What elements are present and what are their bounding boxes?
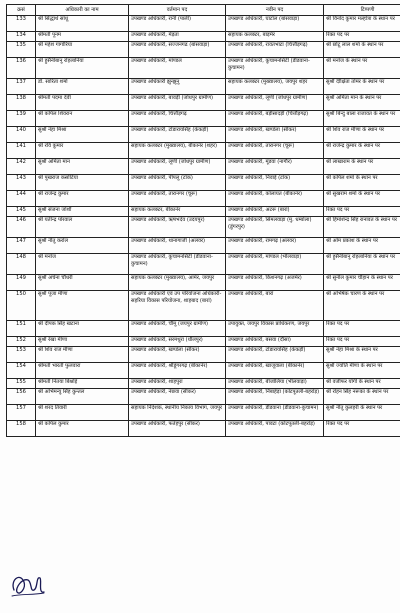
cell-serial: 141	[7, 143, 36, 159]
table-row	[7, 291, 400, 321]
cell-serial: 138	[7, 95, 36, 111]
cell-serial: 154	[7, 363, 36, 379]
cell-current-post: उपखण्ड अधिकारी, मांण्डल	[129, 58, 226, 79]
cell-serial: 148	[7, 254, 36, 275]
cell-new-post: उपखण्ड अधिकारी, सिमलवाड़ा (मु. धम्बोला) (डूंगरपुर)	[226, 217, 324, 238]
cell-new-post: उपखण्ड अधिकारी, बीजोलिया (भीलवाड़ा)	[226, 379, 324, 389]
transfer-table	[6, 4, 400, 437]
cell-remark: रिक्त पद पर	[324, 421, 400, 437]
cell-remark: सुश्री ज्योति मीणा के स्थान पर	[324, 363, 400, 379]
cell-remark: सुश्री नीतू कुलहरी के स्थान पर	[324, 405, 400, 421]
cell-remark: श्री अभिषेक चारण के स्थान पर	[324, 291, 400, 321]
table-row	[7, 347, 400, 363]
cell-officer-name: सुश्री नीतू करोल	[36, 238, 129, 254]
table-row	[7, 58, 400, 79]
cell-serial: 150	[7, 291, 36, 321]
cell-current-post: सहायक कलक्टर, बीकानेर	[129, 207, 226, 217]
cell-serial: 136	[7, 58, 36, 79]
table-row	[7, 95, 400, 111]
cell-remark: श्री सुखराम शर्मा के स्थान पर	[324, 191, 400, 207]
cell-remark: रिक्त पद पर	[324, 337, 400, 347]
cell-serial: 140	[7, 127, 36, 143]
cell-current-post: सहायक कलक्टर (मुख्यालय), आमेर, जयपुर	[129, 275, 226, 291]
cell-remark: श्री ओम प्रकाश के स्थान पर	[324, 238, 400, 254]
table-row	[7, 389, 400, 405]
table-row	[7, 42, 400, 58]
cell-remark: श्री मनोज के स्थान पर	[324, 58, 400, 79]
cell-serial: 137	[7, 79, 36, 95]
cell-current-post: उपखण्ड अधिकारी, खण्डेला (सीकर)	[129, 347, 226, 363]
cell-serial: 152	[7, 337, 36, 347]
table-row	[7, 405, 400, 421]
cell-serial: 156	[7, 389, 36, 405]
cell-new-post: उपखण्ड अधिकारी, मूंडवा (नागौर)	[226, 159, 324, 175]
cell-officer-name: श्री मनोज	[36, 254, 129, 275]
cell-officer-name: श्रीमती नितया बिश्नोई	[36, 379, 129, 389]
cell-current-post: उपखण्ड अधिकारी, सरमथुरा (धौलपुर)	[129, 337, 226, 347]
cell-remark: श्री वजीफर योगी के स्थान पर	[324, 379, 400, 389]
cell-new-post: उपायुक्त, जयपुर विकास प्राधिकरण, जयपुर	[226, 321, 324, 337]
cell-officer-name: श्री कपिल शिवरान	[36, 111, 129, 127]
cell-officer-name: श्री अभिमन्यु सिंह कुन्तल	[36, 389, 129, 405]
cell-officer-name: श्री राजेन्द्र कुमार	[36, 191, 129, 207]
cell-serial: 149	[7, 275, 36, 291]
cell-officer-name: श्री यतीन्द्र पोरवाल	[36, 217, 129, 238]
cell-remark: श्री शिव राज मीणा के स्थान पर	[324, 127, 400, 143]
cell-serial: 151	[7, 321, 36, 337]
cell-new-post: उपखण्ड अधिकारी, कोलायत (बीकानेर)	[226, 191, 324, 207]
cell-new-post: सहायक कलक्टर, बाड़मेर	[226, 32, 324, 42]
cell-serial: 157	[7, 405, 36, 421]
cell-current-post: सहायक निदेशक, स्थानीय निकाय विभाग, जयपुर	[129, 405, 226, 421]
cell-current-post: उपखण्ड अधिकारी, चौमू (जयपुर ग्रामीण)	[129, 321, 226, 337]
cell-remark: सुश्री अमिता मान के स्थान पर	[324, 95, 400, 111]
cell-officer-name: डॉ. सारिता शर्मा	[36, 79, 129, 95]
cell-remark: सुश्री बिन्दु बाला राजावत के स्थान पर	[324, 111, 400, 127]
cell-new-post: उपखण्ड अधिकारी, निवाई (टोंक)	[226, 175, 324, 191]
cell-new-post: उपखण्ड अधिकारी, अटरू (बारां)	[226, 207, 324, 217]
table-row	[7, 16, 400, 32]
cell-remark: रिक्त पद पर	[324, 321, 400, 337]
cell-serial: 133	[7, 16, 36, 32]
cell-serial: 142	[7, 159, 36, 175]
cell-remark: श्री कपिल शर्मा के स्थान पर	[324, 175, 400, 191]
cell-current-post: सहायक कलक्टर (मुख्यालय), बीकानेर (शहर)	[129, 143, 226, 159]
cell-new-post: उपखण्ड अधिकारी, लूणी (जोधपुर ग्रामीण)	[226, 95, 324, 111]
cell-serial: 146	[7, 217, 36, 238]
cell-current-post: उपखण्ड अधिकारी, श्रीडूंगरगढ़ (बीकानेर)	[129, 363, 226, 379]
cell-remark: सुश्री दीक्षिता तोमर के स्थान पर	[324, 79, 400, 95]
cell-officer-name: सुश्री अमिता मान	[36, 159, 129, 175]
table-row	[7, 275, 400, 291]
cell-current-post: उपखण्ड अधिकारी, मेड़ता	[129, 32, 226, 42]
header-officer-name: अधिकारी का नाम	[36, 5, 129, 16]
table-row	[7, 175, 400, 191]
cell-serial: 158	[7, 421, 36, 437]
cell-current-post: उपखण्ड अधिकारी, नेछवा (सीकर)	[129, 389, 226, 405]
cell-officer-name: श्री सिद्धार्थ सांधू	[36, 16, 129, 32]
table-row	[7, 321, 400, 337]
header-serial: क्रसं	[7, 5, 36, 16]
table-row	[7, 191, 400, 207]
cell-officer-name: श्री दीपक सिंह खटाना	[36, 321, 129, 337]
table-row	[7, 363, 400, 379]
cell-current-post: उपखण्ड अधिकारी, तारानगर (चूरू)	[129, 191, 226, 207]
table-row	[7, 79, 400, 95]
cell-current-post: उपखण्ड अधिकारी, सज्जनगढ (बांसवाड़ा)	[129, 42, 226, 58]
cell-current-post: उपखण्ड अधिकारी, थानागाजी (अलवर)	[129, 238, 226, 254]
table-row	[7, 217, 400, 238]
table-body	[7, 16, 400, 437]
cell-new-post: उपखण्ड अधिकारी, रावतभाटा (चित्तौड़गढ़)	[226, 42, 324, 58]
cell-remark: रिक्त पद पर	[324, 207, 400, 217]
cell-new-post: उपखण्ड अधिकारी, पावटा (कोटपूतली-बहरोड़)	[226, 421, 324, 437]
cell-new-post: उपखण्ड अधिकारी, डीडवाना (डीडवाना-कुचामन)	[226, 405, 324, 421]
cell-remark: श्री राजेन्द्र कुमार के स्थान पर	[324, 143, 400, 159]
cell-officer-name: श्रीमती पदमा देवी	[36, 95, 129, 111]
cell-new-post: उपखण्ड अधिकारी, बड़ीसादड़ी (चित्तौड़गढ़)	[226, 111, 324, 127]
cell-new-post: उपखण्ड अधिकारी, घाटोल (बांसवाड़ा)	[226, 16, 324, 32]
cell-officer-name: श्री रवि कुमार	[36, 143, 129, 159]
cell-serial: 147	[7, 238, 36, 254]
cell-serial: 143	[7, 175, 36, 191]
cell-new-post: उपखण्ड अधिकारी, किशनगढ़ (अजमेर)	[226, 275, 324, 291]
table-row	[7, 127, 400, 143]
table-row	[7, 159, 400, 175]
cell-remark: श्री रोहन सिंह नरूका के स्थान पर	[324, 389, 400, 405]
cell-officer-name: सुश्री संजना जोशी	[36, 207, 129, 217]
table-row	[7, 32, 400, 42]
header-current-post: वर्तमान पद	[129, 5, 226, 16]
cell-serial: 145	[7, 207, 36, 217]
table-header-row	[7, 5, 400, 16]
table-row	[7, 379, 400, 389]
cell-remark: रिक्त पद पर	[324, 32, 400, 42]
cell-remark: श्री हुसैनीबानू रोहलानिया के स्थान पर	[324, 254, 400, 275]
cell-current-post: उपखण्ड अधिकारी, कुचामनसिटी (डीडवाना-कुचामन)	[129, 254, 226, 275]
cell-serial: 144	[7, 191, 36, 207]
cell-serial: 155	[7, 379, 36, 389]
cell-current-post: उपखण्ड अधिकारी एवं उप परियोजना अधिकारी-सहरिया विकास परियोजना, शाहबाद (बारां)	[129, 291, 226, 321]
cell-serial: 135	[7, 42, 36, 58]
cell-officer-name: श्री शिव राज मीणा	[36, 347, 129, 363]
table-row	[7, 254, 400, 275]
cell-new-post: उपखण्ड अधिकारी, तारानगर (चूरू)	[226, 143, 324, 159]
cell-serial: 134	[7, 32, 36, 42]
cell-current-post: उपखण्ड अधिकारी, टोडारायसिंह (केकड़ी)	[129, 127, 226, 143]
cell-officer-name: श्रीमती पूनम	[36, 32, 129, 42]
cell-current-post: उपखण्ड अधिकारी, पीपलू (टोंक)	[129, 175, 226, 191]
cell-current-post: उपखण्ड अधिकारी, लूणी (जोधपुर ग्रामीण)	[129, 159, 226, 175]
cell-current-post: उपखण्ड अधिकारी, फतेहपुर (सीकर)	[129, 421, 226, 437]
cell-current-post: उपखण्ड अधिकारी, ऋषभदेव (उदयपुर)	[129, 217, 226, 238]
table-row	[7, 421, 400, 437]
cell-new-post: उपखण्ड अधिकारी, बारां	[226, 291, 324, 321]
cell-officer-name: सुश्री पूजा मीणा	[36, 291, 129, 321]
cell-remark: सुश्री नेहा मिश्रा के स्थान पर	[324, 347, 400, 363]
cell-new-post: सहायक कलक्टर (मुख्यालय), जयपुर शहर	[226, 79, 324, 95]
cell-remark: श्री छोटू लाल शर्मा के स्थान पर	[324, 42, 400, 58]
header-remark: टिप्पणी	[324, 5, 400, 16]
cell-new-post: उपखण्ड अधिकारी, खाजूवाला (बीकानेर)	[226, 363, 324, 379]
table-row	[7, 143, 400, 159]
cell-officer-name: सुश्री अर्चना चौधरी	[36, 275, 129, 291]
header-new-post: नवीन पद	[226, 5, 324, 16]
cell-new-post: उपखण्ड अधिकारी, निंबाहेड़ा (कोटपूतली-बहरोड़)	[226, 389, 324, 405]
table-row	[7, 337, 400, 347]
cell-officer-name: सुश्री रेखा मीणा	[36, 337, 129, 347]
cell-officer-name: श्री पुखराज कसोटिया	[36, 175, 129, 191]
cell-new-post: उपखण्ड अधिकारी, खण्डेला (सीकर)	[226, 127, 324, 143]
cell-new-post: उपखण्ड अधिकारी, मांण्डल (भीलवाड़ा)	[226, 254, 324, 275]
cell-remark: श्री सुनील कुमार चौहान के स्थान पर	[324, 275, 400, 291]
cell-officer-name: श्री हुसैनीबानू रोहलानिया	[36, 58, 129, 79]
cell-officer-name: श्री शरद तिवारी	[36, 405, 129, 421]
cell-current-post: उपखण्ड अधिकारी झुन्झुनू	[129, 79, 226, 95]
cell-new-post: उपखण्ड अधिकारी, रामगढ़ (अलवर)	[226, 238, 324, 254]
cell-new-post: उपखण्ड अधिकारी, टोडारायसिंह (केकड़ी)	[226, 347, 324, 363]
signature-mark	[8, 568, 48, 604]
cell-officer-name: श्रीमती भारती फुलवारा	[36, 363, 129, 379]
cell-officer-name: श्री कपिल कुमार	[36, 421, 129, 437]
cell-remark: श्री विनोद कुमार मल्होत्रा के स्थान पर	[324, 16, 400, 32]
cell-officer-name: सुश्री नेहा मिश्रा	[36, 127, 129, 143]
table-row	[7, 111, 400, 127]
table-row	[7, 207, 400, 217]
table-row	[7, 238, 400, 254]
cell-remark: श्री लाखाराम के स्थान पर	[324, 159, 400, 175]
cell-current-post: उपखण्ड अधिकारी, शाहपुरा	[129, 379, 226, 389]
cell-officer-name: श्री महेश गागोरिया	[36, 42, 129, 58]
cell-current-post: उपखण्ड अधिकारी, चित्तौड़गढ़	[129, 111, 226, 127]
cell-new-post: उपखण्ड अधिकारी, बसवा (दौसा)	[226, 337, 324, 347]
cell-new-post: उपखण्ड अधिकारी, कुचामनसिटी (डीडवाना-कुचामन)	[226, 58, 324, 79]
cell-remark: श्री हिमांशेन्द्र सिंह रानावत के स्थान पर	[324, 217, 400, 238]
cell-current-post: उपखण्ड अधिकारी, बावड़ी (जोधपुर ग्रामीण)	[129, 95, 226, 111]
cell-serial: 153	[7, 347, 36, 363]
cell-serial: 139	[7, 111, 36, 127]
cell-current-post: उपखण्ड अधिकारी, रानी (पाली)	[129, 16, 226, 32]
